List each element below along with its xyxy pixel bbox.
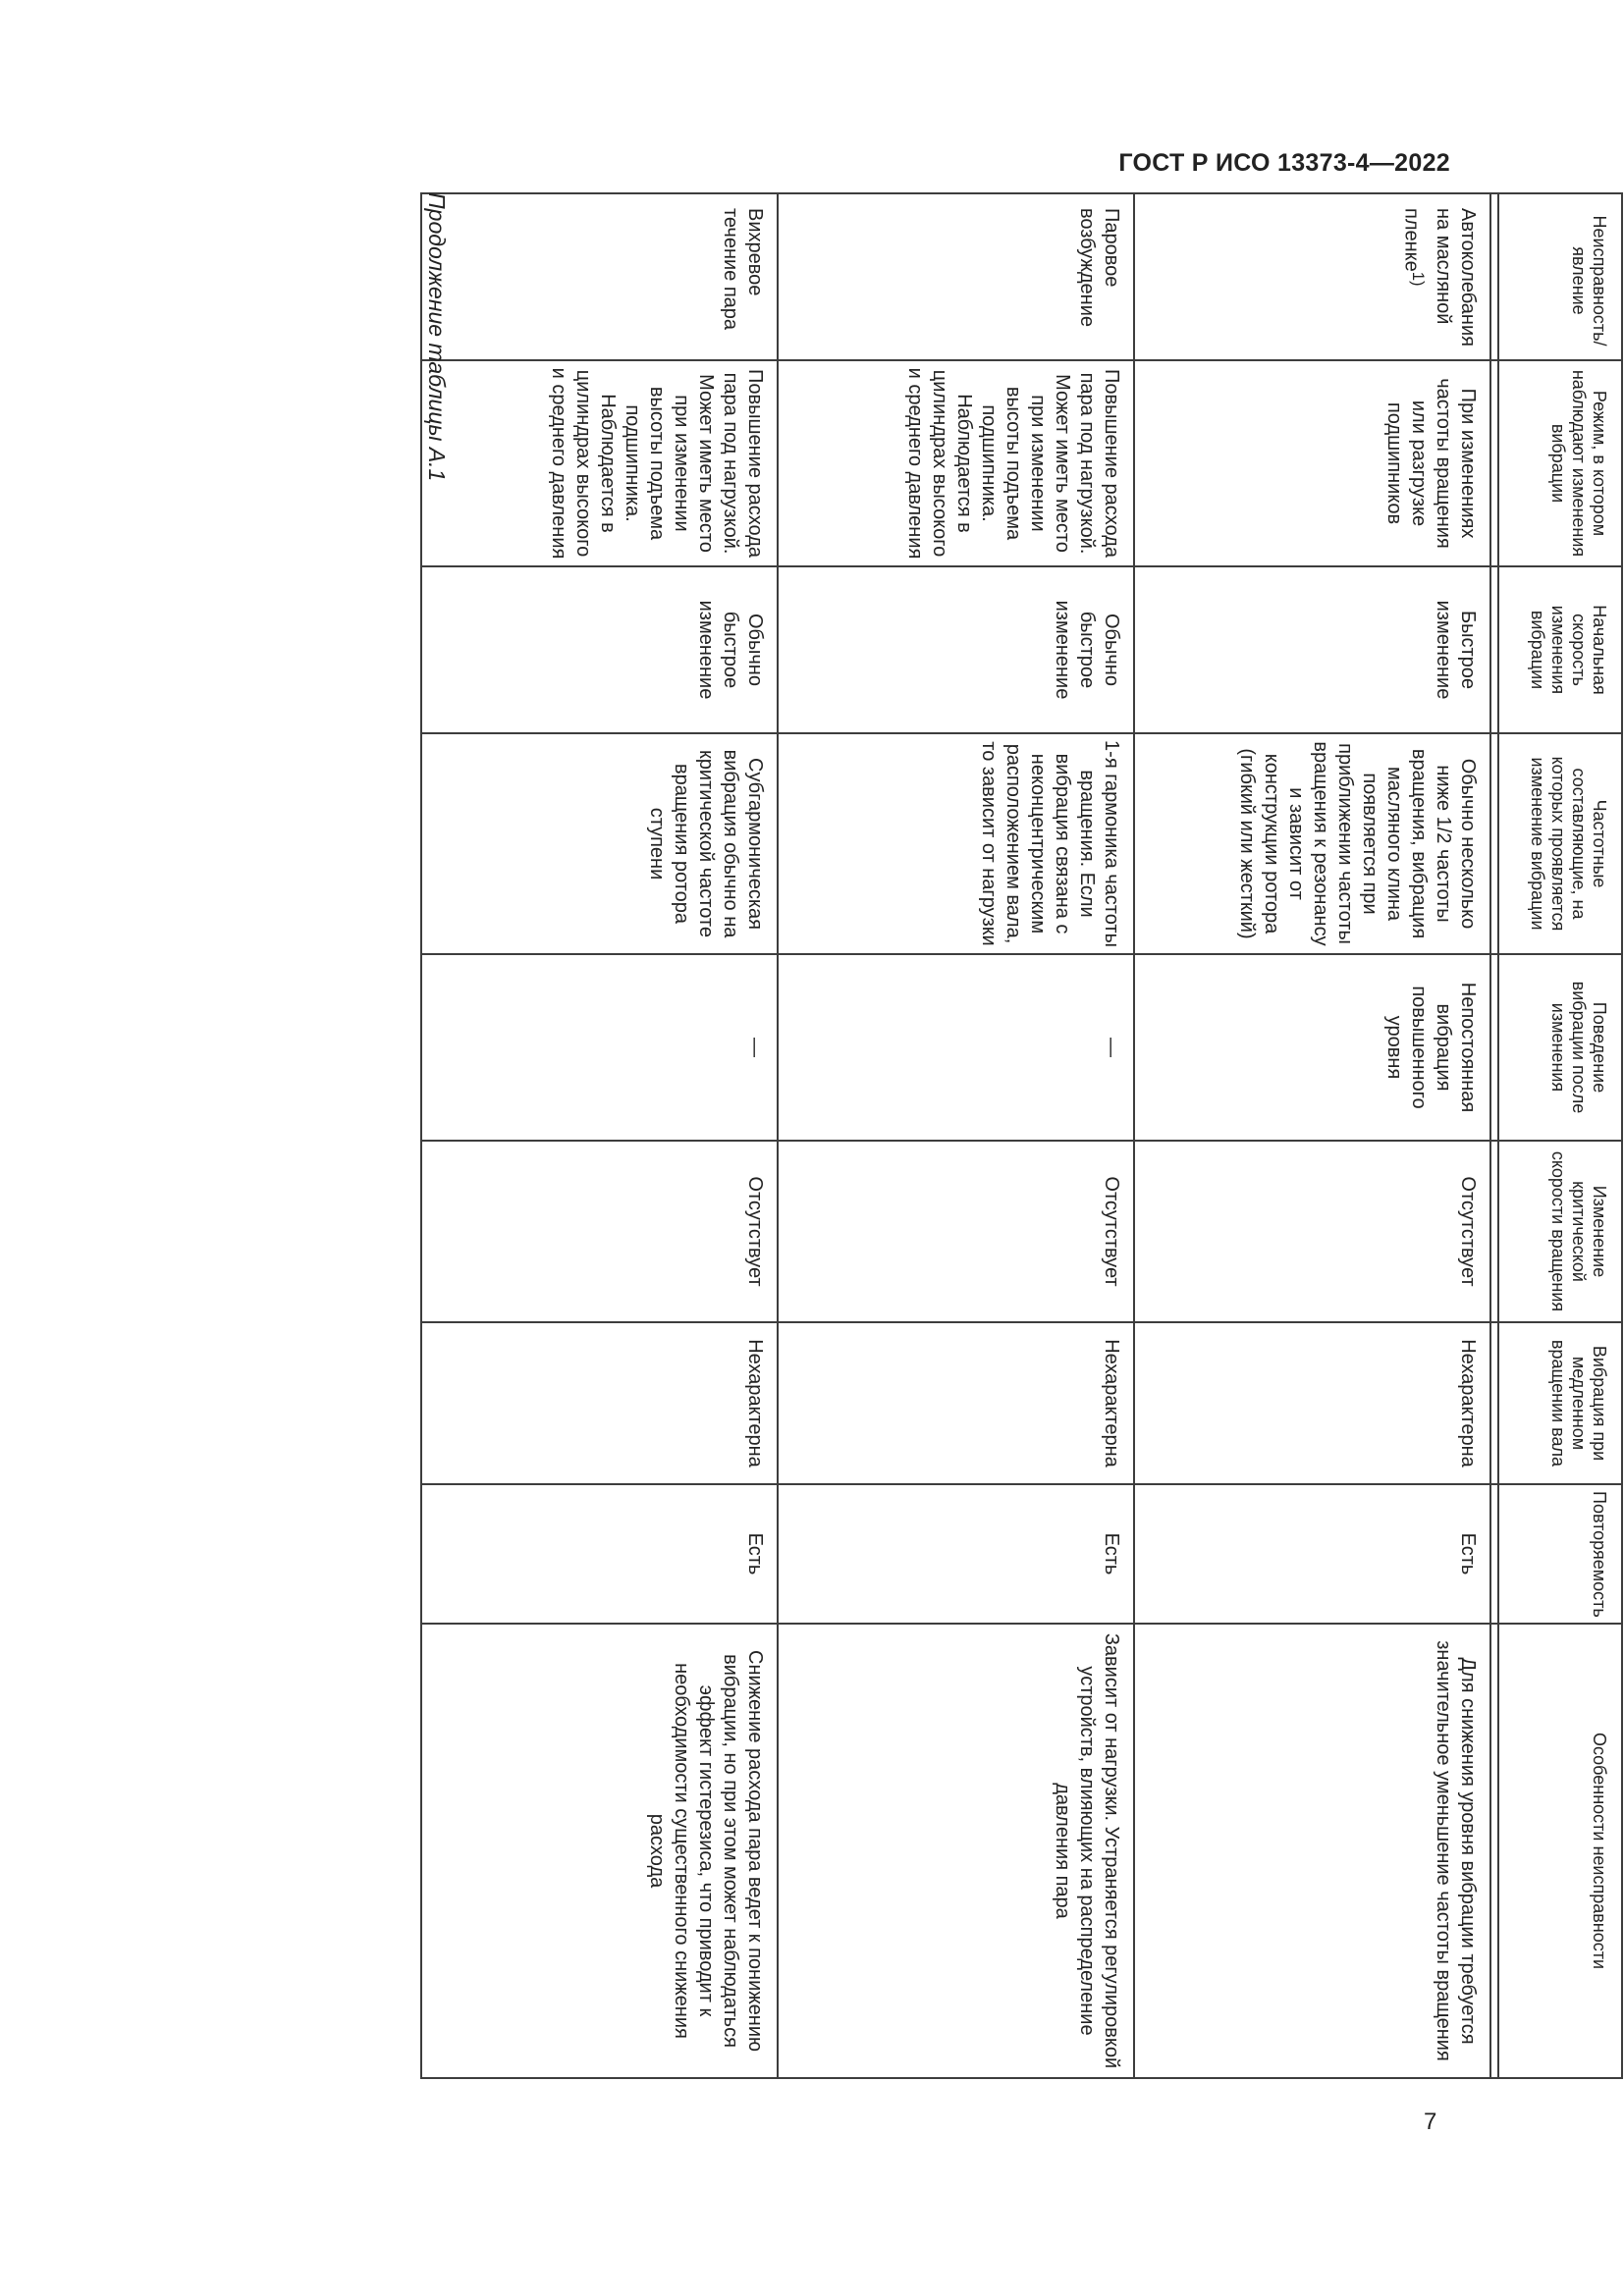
column-header: Повторяемость — [1498, 1484, 1622, 1624]
behavior-cell: — — [421, 954, 778, 1141]
fault-table — [420, 192, 1623, 2079]
critical-speed-cell: Отсутствует — [778, 1141, 1134, 1322]
header-separator-row — [1490, 193, 1498, 2078]
column-header: Особенности неисправности — [1498, 1624, 1622, 2078]
behavior-cell: — — [778, 954, 1134, 1141]
rotated-table-block — [381, 192, 1623, 2077]
critical-speed-cell: Отсутствует — [421, 1141, 778, 1322]
slow-roll-cell: Нехарактерна — [778, 1322, 1134, 1484]
table-row — [421, 193, 778, 2078]
repeatability-cell: Есть — [778, 1484, 1134, 1624]
page-number: 7 — [1424, 2109, 1437, 2135]
features-cell: Зависит от нагрузки. Устраняется регулировкой устройств, влияющих на распределение давления пара — [778, 1624, 1134, 2078]
slow-roll-cell: Нехарактерна — [421, 1322, 778, 1484]
repeatability-cell: Есть — [421, 1484, 778, 1624]
table-row — [1134, 193, 1490, 2078]
column-header: Вибрация при медленном вращении вала — [1498, 1322, 1622, 1484]
repeatability-cell: Есть — [1134, 1484, 1490, 1624]
frequency-cell: 1-я гармоника частоты вращения. Если вибрация связана с неконцентрическим расположением вала, то зависит от нагрузки — [778, 733, 1134, 954]
document-code: ГОСТ Р ИСО 13373-4—2022 — [1118, 149, 1450, 177]
fault-cell: Вихревое течение пара — [421, 193, 778, 360]
mode-cell: При изменениях частоты вращения или разгрузке подшипников — [1134, 360, 1490, 566]
column-header: Неисправность/ явление — [1498, 193, 1622, 360]
column-header: Режим, в котором наблюдают изменения вибрации — [1498, 360, 1622, 566]
frequency-cell: Субгармоническая вибрация обычно на критической частоте вращения ротора ступени — [421, 733, 778, 954]
initial-rate-cell: Быстрое изменение — [1134, 566, 1490, 733]
table-header-row — [1498, 193, 1622, 2078]
column-header: Поведение вибрации после изменения — [1498, 954, 1622, 1141]
behavior-cell: Непостоянная вибрация повышенного уровня — [1134, 954, 1490, 1141]
table-caption: Продолжение таблицы А.1 — [424, 192, 450, 482]
features-cell: Для снижения уровня вибрации требуется значительное уменьшение частоты вращения — [1134, 1624, 1490, 2078]
initial-rate-cell: Обычно быстрое изменение — [778, 566, 1134, 733]
features-cell: Снижение расхода пара ведет к понижению вибрации, но при этом может наблюдаться эффект гистерезиса, что приводит к необходимости существенного снижения расхода — [421, 1624, 778, 2078]
mode-cell: Повышение расхода пара под нагрузкой. Может иметь место при изменении высоты подъема подшипника. Наблюдается в цилиндрах высокого и среднего давления — [421, 360, 778, 566]
fault-cell: Паровое возбуждение — [778, 193, 1134, 360]
mode-cell: Повышение расхода пара под нагрузкой. Может иметь место при изменении высоты подъема подшипника. Наблюдается в цилиндрах высокого и среднего давления — [778, 360, 1134, 566]
frequency-cell: Обычно несколько ниже 1/2 частоты вращения, вибрация масляного клина появляется при приближении частоты вращения к резонансу и зависит от конструкции ротора (гибкий или жесткий) — [1134, 733, 1490, 954]
footnote-marker: 1) — [1409, 271, 1428, 287]
critical-speed-cell: Отсутствует — [1134, 1141, 1490, 1322]
column-header: Изменение критической скорости вращения — [1498, 1141, 1622, 1322]
initial-rate-cell: Обычно быстрое изменение — [421, 566, 778, 733]
fault-cell: Автоколебания на масляной пленке$^{1)}$ — [1134, 193, 1490, 360]
slow-roll-cell: Нехарактерна — [1134, 1322, 1490, 1484]
column-header: Частотные составляющие, на которых проявляется изменение вибрации — [1498, 733, 1622, 954]
table-row — [778, 193, 1134, 2078]
column-header: Начальная скорость изменения вибрации — [1498, 566, 1622, 733]
